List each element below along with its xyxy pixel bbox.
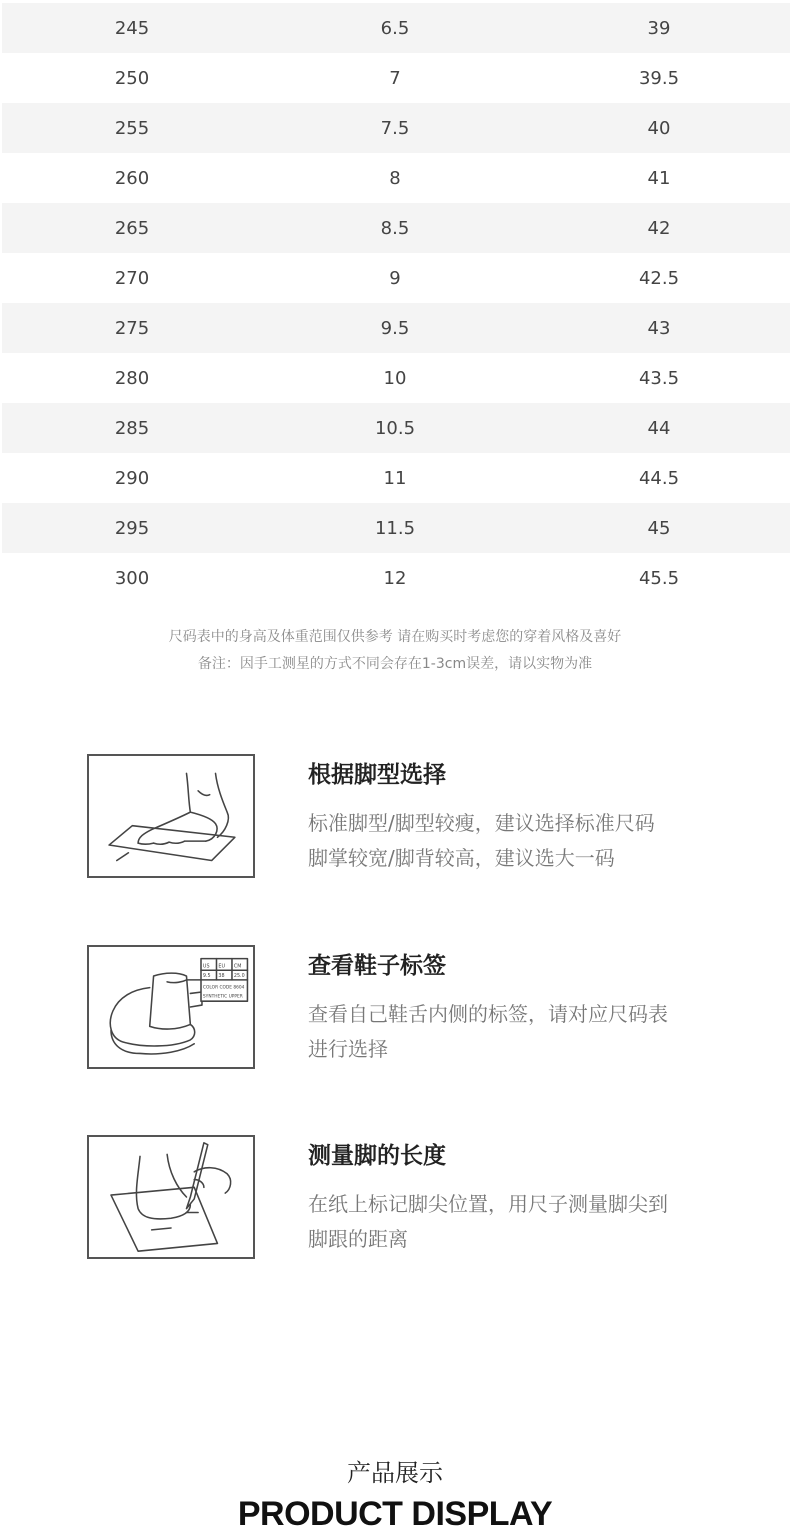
- cell-us-size: 12: [383, 567, 407, 589]
- cell-eu-size: 44: [647, 417, 671, 439]
- section-title-en: PRODUCT DISPLAY: [237, 1495, 553, 1533]
- cell-foot-length: 270: [114, 267, 150, 289]
- cell-eu-size: 42: [647, 217, 671, 239]
- cell-us-size: 8.5: [380, 217, 410, 239]
- label-cm: CM: [233, 964, 242, 970]
- cell-eu-size: 41: [647, 167, 671, 189]
- table-row: [2, 203, 790, 253]
- cell-eu-size: 42.5: [638, 267, 680, 289]
- cell-foot-length: 260: [114, 167, 150, 189]
- table-row: [2, 353, 790, 403]
- guide-description: [308, 806, 718, 876]
- cell-eu-size: 44.5: [638, 467, 680, 489]
- cell-foot-length: 265: [114, 217, 150, 239]
- cell-us-size: 7: [389, 67, 401, 89]
- label-eu: EU: [218, 964, 226, 970]
- cell-us-size: 9.5: [380, 317, 410, 339]
- cell-us-size: 8: [389, 167, 401, 189]
- table-row: [2, 3, 790, 53]
- note-error-margin: 备注：因手工测星的方式不同会存在1-3cm误差，请以实物为准: [197, 656, 593, 672]
- size-notes: [0, 624, 790, 678]
- table-row: [2, 253, 790, 303]
- guide-title: 测量脚的长度: [308, 1143, 446, 1169]
- guide-line: 在纸上标记脚尖位置，用尺子测量脚尖到: [308, 1192, 668, 1216]
- table-row: [2, 503, 790, 553]
- cell-us-size: 11: [383, 467, 407, 489]
- table-row: [2, 53, 790, 103]
- label-cm-value: 25.0: [233, 974, 245, 979]
- table-row: [2, 303, 790, 353]
- label-color-code: COLOR CODE 8604: [202, 985, 245, 991]
- cell-us-size: 10.5: [374, 417, 416, 439]
- table-row: [2, 103, 790, 153]
- cell-foot-length: 250: [114, 67, 150, 89]
- cell-eu-size: 45.5: [638, 567, 680, 589]
- guide-line: 脚掌较宽/脚背较高，建议选大一码: [308, 846, 615, 870]
- table-row: [2, 403, 790, 453]
- cell-us-size: 6.5: [380, 17, 410, 39]
- guide-title: 查看鞋子标签: [308, 953, 446, 979]
- cell-foot-length: 290: [114, 467, 150, 489]
- label-material: SYNTHETIC UPPER: [202, 994, 243, 1000]
- cell-foot-length: 280: [114, 367, 150, 389]
- cell-eu-size: 39: [647, 17, 671, 39]
- cell-us-size: 9: [389, 267, 401, 289]
- measure-foot-icon: [87, 1135, 255, 1259]
- guide-title: 根据脚型选择: [308, 762, 446, 788]
- label-eu-value: 38: [218, 974, 225, 979]
- table-row: [2, 153, 790, 203]
- cell-foot-length: 300: [114, 567, 150, 589]
- shoe-label-icon: [87, 945, 255, 1069]
- cell-foot-length: 275: [114, 317, 150, 339]
- cell-foot-length: 255: [114, 117, 150, 139]
- size-table: [2, 3, 790, 603]
- label-us-value: 9.5: [202, 974, 211, 979]
- cell-eu-size: 45: [647, 517, 671, 539]
- label-us: US: [202, 964, 210, 970]
- cell-us-size: 11.5: [374, 517, 416, 539]
- table-row: [2, 453, 790, 503]
- guide-line: 进行选择: [308, 1037, 388, 1061]
- cell-eu-size: 40: [647, 117, 671, 139]
- cell-us-size: 7.5: [380, 117, 410, 139]
- guide-line: 标准脚型/脚型较瘦，建议选择标准尺码: [308, 811, 655, 835]
- cell-eu-size: 43: [647, 317, 671, 339]
- guide-description: [308, 997, 718, 1067]
- cell-foot-length: 295: [114, 517, 150, 539]
- cell-eu-size: 43.5: [638, 367, 680, 389]
- foot-type-icon: [87, 754, 255, 878]
- guide-line: 脚跟的距离: [308, 1227, 408, 1251]
- section-title-cn: 产品展示: [347, 1459, 443, 1487]
- cell-us-size: 10: [383, 367, 407, 389]
- note-reference: 尺码表中的身高及体重范围仅供参考 请在购买时考虑您的穿着风格及喜好: [168, 629, 622, 645]
- guide-line: 查看自己鞋舌内侧的标签，请对应尺码表: [308, 1002, 668, 1026]
- guide-description: [308, 1187, 718, 1257]
- cell-foot-length: 245: [114, 17, 150, 39]
- table-row: [2, 553, 790, 603]
- cell-eu-size: 39.5: [638, 67, 680, 89]
- cell-foot-length: 285: [114, 417, 150, 439]
